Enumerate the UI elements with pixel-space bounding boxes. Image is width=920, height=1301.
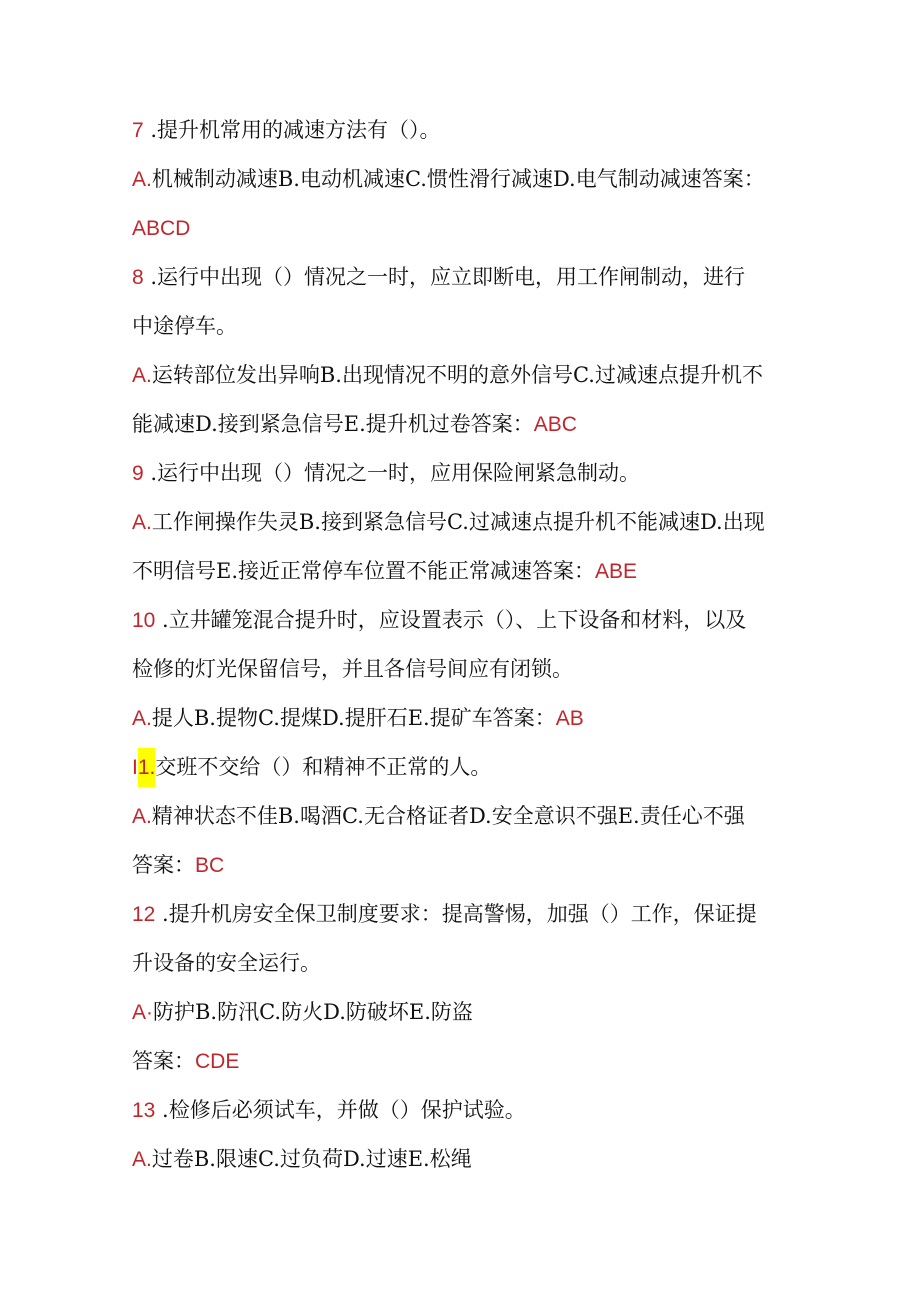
question-number: 8 (132, 266, 144, 289)
question-11-stem: I1.交班不交给（）和精神不正常的人。 (132, 753, 491, 782)
question-10-stem: 10 .立井罐笼混合提升时，应设置表示（）、上下设备和材料，以及 (132, 608, 747, 632)
question-7-answer: ABCD (132, 217, 191, 240)
question-number: 13 (132, 1099, 156, 1122)
question-9-options-cont: 不明信号E.接近正常停车位置不能正常减速答案：ABE (132, 559, 638, 583)
answer: CDE (195, 1050, 240, 1073)
question-number: 12 (132, 903, 156, 926)
question-8-options: A.运转部位发出异响B.出现情况不明的意外信号C.过减速点提升机不 (132, 363, 763, 387)
question-number-prefix: I (132, 756, 138, 779)
question-12-options: A·防护B.防汛C.防火D.防破坏E.防盗 (132, 1000, 473, 1024)
answer: BC (195, 854, 225, 877)
highlighted-number: 1. (138, 748, 156, 787)
answer: AB (555, 707, 584, 730)
question-13-stem: 13 .检修后必须试车，并做（）保护试验。 (132, 1098, 526, 1122)
question-8-stem: 8 .运行中出现（）情况之一时，应立即断电，用工作闸制动，进行 (132, 265, 746, 289)
answer: ABE (595, 560, 638, 583)
question-11-options: A.精神状态不佳B.喝酒C.无合格证者D.安全意识不强E.责任心不强 (132, 804, 745, 828)
question-11-answer: 答案：BC (132, 853, 225, 877)
question-number: 7 (132, 119, 144, 142)
question-10-stem-cont: 检修的灯光保留信号，并且各信号间应有闭锁。 (132, 657, 573, 681)
question-12-stem-cont: 升设备的安全运行。 (132, 951, 321, 975)
question-7-stem: 7 .提升机常用的减速方法有（）。 (132, 118, 441, 142)
question-7-options: A.机械制动减速B.电动机减速C.惯性滑行减速D.电气制动减速答案： (132, 167, 765, 191)
question-number: 9 (132, 462, 144, 485)
question-10-options: A.提人B.提物C.提煤D.提肝石E.提矿车答案：AB (132, 706, 584, 730)
question-8-options-cont: 能减速D.接到紧急信号E.提升机过卷答案：ABC (132, 412, 577, 436)
question-12-stem: 12 .提升机房安全保卫制度要求：提高警惕，加强（）工作，保证提 (132, 902, 757, 926)
question-9-options: A.工作闸操作失灵B.接到紧急信号C.过减速点提升机不能减速D.出现 (132, 510, 765, 534)
question-9-stem: 9 .运行中出现（）情况之一时，应用保险闸紧急制动。 (132, 461, 641, 485)
question-8-stem-cont: 中途停车。 (132, 314, 237, 338)
question-12-answer: 答案：CDE (132, 1049, 240, 1073)
answer: ABC (533, 413, 577, 436)
question-13-options: A.过卷B.限速C.过负荷D.过速E.松绳 (132, 1147, 472, 1171)
question-number: 10 (132, 609, 156, 632)
